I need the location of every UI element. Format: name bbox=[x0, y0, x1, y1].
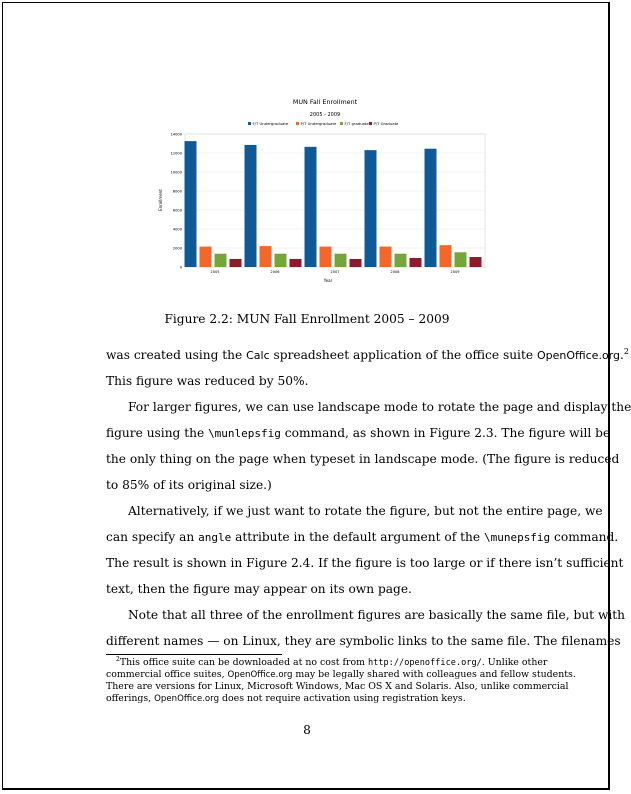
bar bbox=[395, 254, 407, 267]
bar bbox=[455, 252, 467, 267]
footnote-line: $^2$This office suite can be downloaded at no cost from http://openoffice.org/. Unlike other bbox=[116, 655, 548, 668]
body-line: can specify an angle attribute in the default argument of the \munepsfig command. bbox=[106, 530, 619, 544]
bar bbox=[320, 247, 332, 267]
footnote-ref: 2 bbox=[623, 346, 629, 356]
legend-entry: P/T Graduate bbox=[373, 120, 399, 126]
legend-entry: F/T graduate bbox=[344, 120, 369, 126]
x-axis bbox=[210, 270, 460, 274]
bar bbox=[380, 247, 392, 267]
legend-entry: F/T Undergraduate bbox=[252, 120, 289, 126]
y-tick-label: 12000 bbox=[170, 151, 182, 156]
body-line: Alternatively, if we just want to rotate the figure, but not the entire page, we bbox=[128, 504, 603, 518]
bar bbox=[245, 145, 257, 267]
footnote-line: There are versions for Linux, Microsoft Windows, Mac OS X and Solaris. Also, unlike commercial bbox=[106, 681, 569, 692]
bar bbox=[335, 254, 347, 267]
body-line: For larger figures, we can use landscape mode to rotate the page and display the bbox=[128, 400, 631, 414]
bar bbox=[260, 246, 272, 267]
bar bbox=[290, 259, 302, 267]
body-line: the only thing on the page when typeset in landscape mode. (The figure is reduced bbox=[106, 452, 620, 466]
bar bbox=[410, 258, 422, 267]
y-tick-label: 4000 bbox=[172, 227, 182, 232]
body-line: text, then the figure may appear on its own page. bbox=[106, 582, 412, 596]
chart-subtitle: 2005 - 2009 bbox=[309, 112, 341, 118]
bar bbox=[230, 259, 242, 267]
y-axis bbox=[171, 132, 183, 269]
y-tick-label: 8000 bbox=[172, 189, 182, 194]
x-tick-label: 2007 bbox=[330, 270, 340, 274]
figure-caption: Figure 2.2: MUN Fall Enrollment 2005 – 2009 bbox=[164, 312, 450, 326]
legend-entry: P/T Undergraduate bbox=[300, 120, 337, 126]
bar bbox=[425, 149, 437, 267]
bar bbox=[365, 150, 377, 267]
y-axis-label: Enrollment bbox=[158, 189, 163, 211]
x-tick-label: 2005 bbox=[210, 270, 220, 274]
legend-swatch bbox=[369, 122, 372, 125]
bar bbox=[215, 254, 227, 267]
legend-swatch bbox=[248, 122, 251, 125]
enrollment-chart bbox=[150, 94, 490, 294]
x-tick-label: 2008 bbox=[390, 270, 400, 274]
x-tick-label: 2006 bbox=[270, 270, 280, 274]
bar bbox=[305, 147, 317, 267]
bar bbox=[350, 259, 362, 267]
footnote-rule bbox=[106, 654, 282, 655]
body-line: different names — on Linux, they are symbolic links to the same file. The filenames bbox=[106, 634, 621, 648]
body-line: This figure was reduced by 50%. bbox=[106, 374, 309, 388]
bar bbox=[440, 245, 452, 267]
x-axis-label: Year bbox=[323, 278, 333, 283]
bar bbox=[275, 254, 287, 267]
y-tick-label: 14000 bbox=[170, 132, 182, 137]
y-tick-label: 0 bbox=[179, 265, 182, 270]
legend-swatch bbox=[340, 122, 343, 125]
footnote-line: commercial office suites, OpenOffice.org may be legally shared with colleagues and fellow students. bbox=[106, 669, 576, 680]
body-line: was created using the Calc spreadsheet application of the office suite OpenOffice.org.$^2$ bbox=[106, 346, 629, 362]
y-tick-label: 10000 bbox=[170, 170, 182, 175]
body-line: The result is shown in Figure 2.4. If the figure is too large or if there isn’t sufficient bbox=[106, 556, 624, 570]
bar bbox=[200, 247, 212, 267]
bar bbox=[185, 141, 197, 267]
body-line: to 85% of its original size.) bbox=[106, 478, 272, 492]
bar bbox=[470, 257, 482, 267]
y-tick-label: 2000 bbox=[172, 246, 182, 251]
chart-legend bbox=[248, 121, 399, 126]
body-line: figure using the \munlepsfig command, as shown in Figure 2.3. The figure will be bbox=[106, 426, 611, 440]
footnote-mark: 2 bbox=[116, 655, 120, 663]
footnote-line: offerings, OpenOffice.org does not require activation using registration keys. bbox=[106, 693, 466, 704]
body-line: Note that all three of the enrollment figures are basically the same file, but with bbox=[128, 608, 626, 622]
y-tick-label: 6000 bbox=[172, 208, 182, 213]
chart-title: MUN Fall Enrollment bbox=[292, 98, 358, 106]
x-tick-label: 2009 bbox=[450, 270, 460, 274]
page-number: 8 bbox=[303, 723, 311, 737]
legend-swatch bbox=[296, 122, 299, 125]
